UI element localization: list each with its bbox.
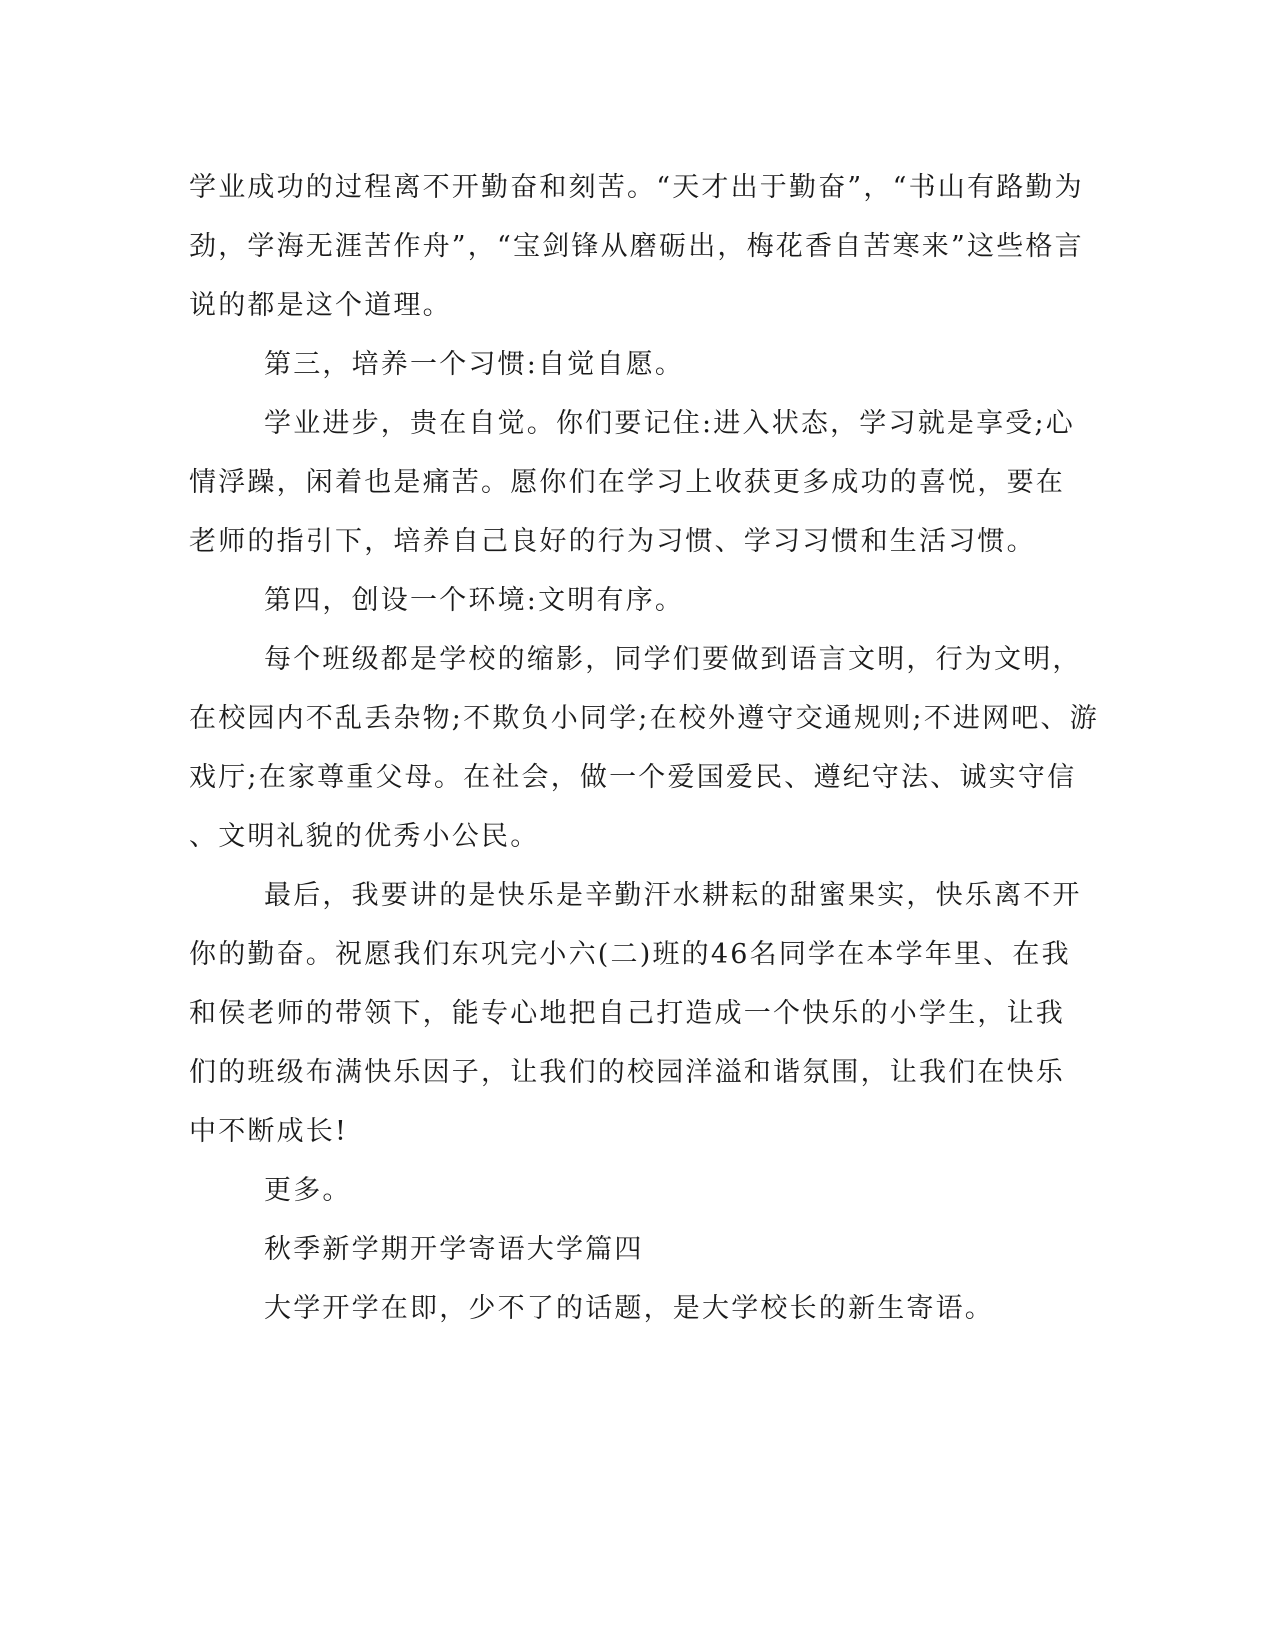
text-line: 们的班级布满快乐因子，让我们的校园洋溢和谐氛围，让我们在快乐 [189,1057,1065,1088]
text-line: 学业成功的过程离不开勤奋和刻苦。“天才出于勤奋”，“书山有路勤为 [189,172,1084,203]
article-title: 秋季新学期开学寄语大学篇四 [264,1234,644,1265]
section-heading: 第四，创设一个环境:文明有序。 [264,585,685,616]
text-line: 学业进步，贵在自觉。你们要记住:进入状态，学习就是享受;心 [264,408,1075,439]
text-line: 更多。 [264,1175,352,1206]
text-line: 大学开学在即，少不了的话题，是大学校长的新生寄语。 [264,1293,994,1324]
text-line: 你的勤奋。祝愿我们东巩完小六(二)班的46名同学在本学年里、在我 [189,939,1071,970]
text-line: 每个班级都是学校的缩影，同学们要做到语言文明，行为文明， [264,644,1082,675]
text-line: 戏厅;在家尊重父母。在社会，做一个爱国爱民、遵纪守法、诚实守信 [189,762,1077,793]
text-line: 老师的指引下，培养自己良好的行为习惯、学习习惯和生活习惯。 [189,526,1036,557]
text-line: 劲，学海无涯苦作舟”，“宝剑锋从磨砺出，梅花香自苦寒来”这些格言 [189,231,1084,262]
text-line: 在校园内不乱丢杂物;不欺负小同学;在校外遵守交通规则;不进网吧、游 [189,703,1099,734]
text-line: 情浮躁，闲着也是痛苦。愿你们在学习上收获更多成功的喜悦，要在 [189,467,1065,498]
text-line: 和侯老师的带领下，能专心地把自己打造成一个快乐的小学生，让我 [189,998,1065,1029]
text-line: 说的都是这个道理。 [189,290,452,321]
text-line: 最后，我要讲的是快乐是辛勤汗水耕耘的甜蜜果实，快乐离不开 [264,880,1082,911]
section-heading: 第三，培养一个习惯:自觉自愿。 [264,349,685,380]
text-line: 、文明礼貌的优秀小公民。 [189,821,540,852]
text-line: 中不断成长! [189,1116,349,1147]
